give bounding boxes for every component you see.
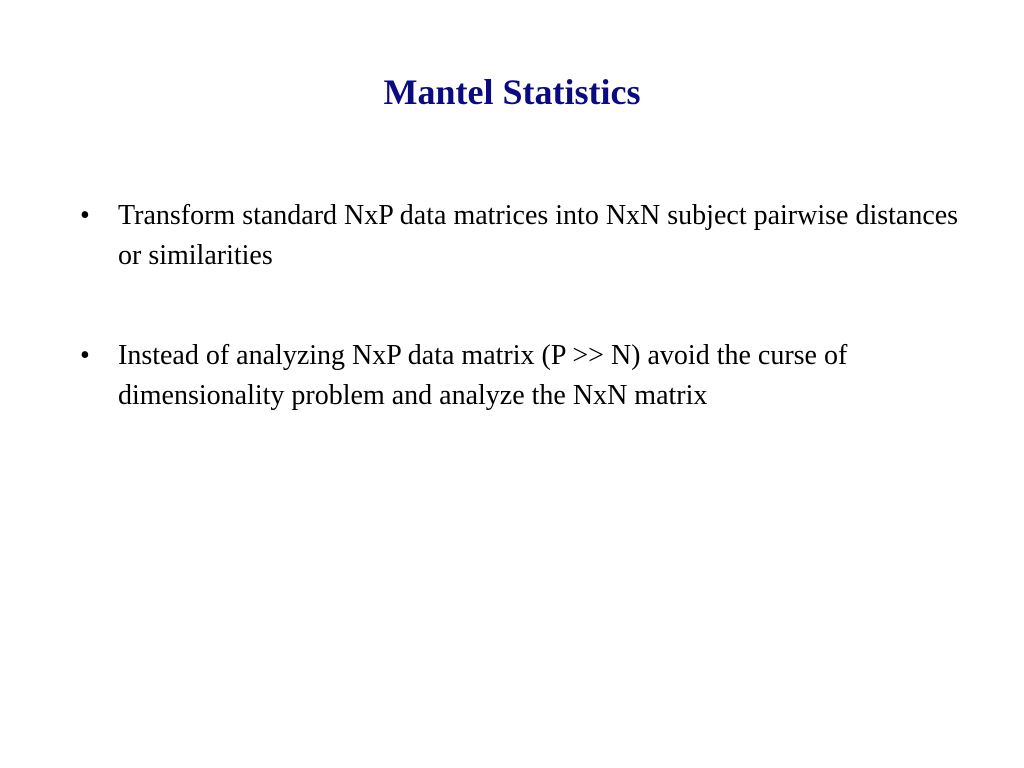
bullet-icon: •: [80, 200, 90, 231]
bullet-item-instead: [80, 336, 980, 416]
bullet-list: [80, 196, 980, 476]
slide-title: Mantel Statistics: [383, 72, 641, 112]
bullet-text: Transform standard NxP data matrices into NxN subject pairwise distances or similarities: [118, 200, 959, 271]
bullet-text: Instead of analyzing NxP data matrix (P >> N) avoid the curse of dimensionality problem and analyze the NxN matrix: [118, 340, 848, 411]
bullet-item-transform: [80, 196, 980, 276]
bullet-icon: •: [80, 340, 90, 371]
